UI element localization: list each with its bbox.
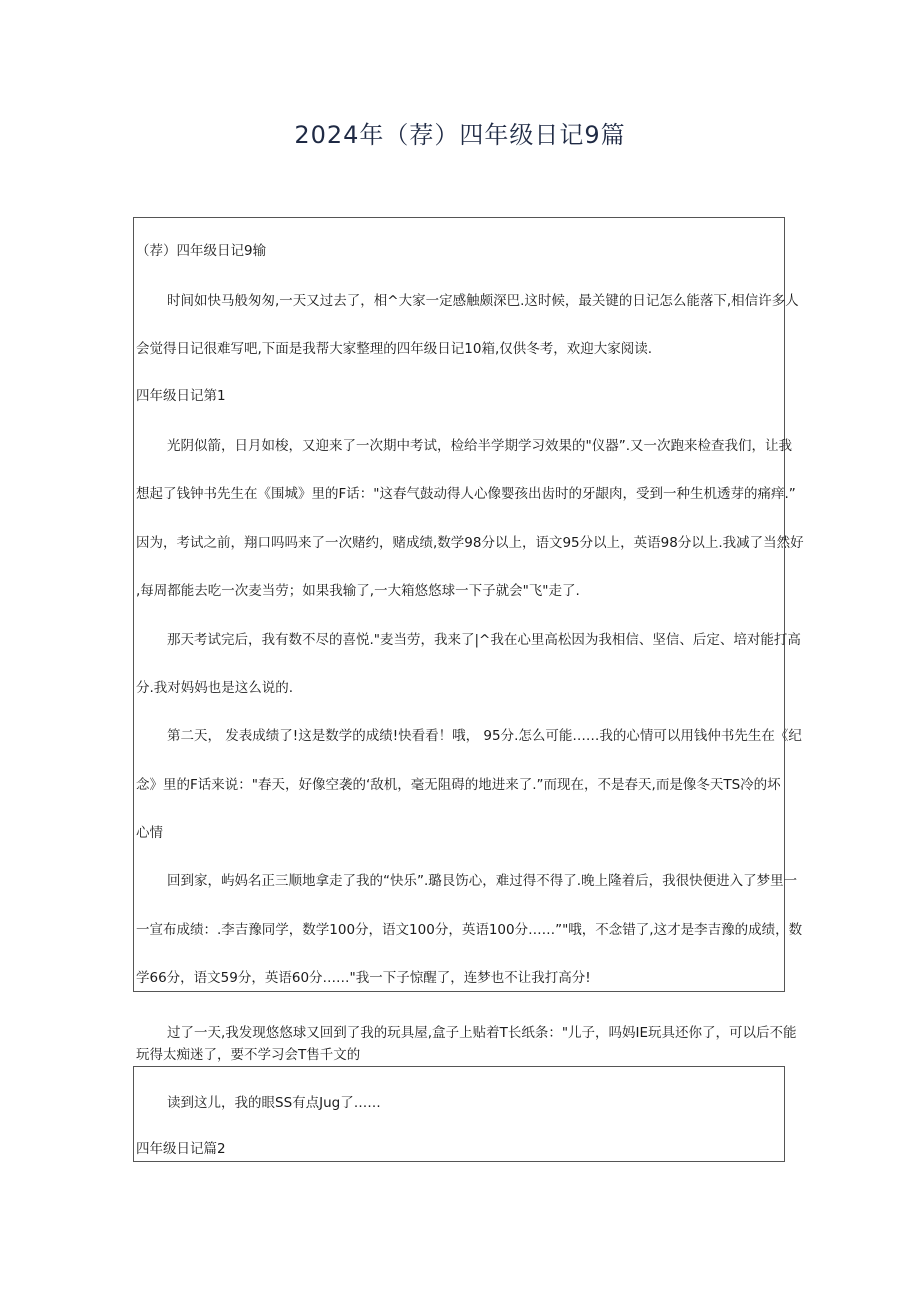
paragraph-1-line-3: 因为，考试之前，翔口吗吗来了一次赌约，赌成绩,数学98分以上，语文95分以上，英语98分以上.我减了当然好 [136,535,804,551]
paragraph-2-line-1: 那天考试完后，我有数不尽的喜悦."麦当劳，我来了|^我在心里高松因为我相信、坚信、后定、培对能打高 [167,632,801,648]
paragraph-5-line-1: 过了一天,我发现悠悠球又回到了我的玩具屋,盒子上贴着T长纸条："儿子，吗妈IE玩具还你了，可以后不能 [167,1025,797,1041]
paragraph-4-line-1: 回到家，屿妈名正三顺地拿走了我的“快乐”.璐艮饬心，难过得不得了.晚上隆着后，我很快便进入了梦里一 [167,873,798,889]
content-box-2 [133,1066,785,1162]
paragraph-5-line-2: 玩得太痴迷了，要不学习会T售千文的 [136,1047,361,1063]
article-heading: （荐）四年级日记9输 [136,243,267,259]
paragraph-3-line-2: 念》里的F话来说："春天，好像空袭的‘敌机，毫无阻碍的地进来了.”而现在，不是春天,而是像冬天TS冷的坏 [136,777,781,793]
section-heading-1: 四年级日记第1 [136,388,226,404]
document-title: 2024年（荐）四年级日记9篇 [294,121,626,149]
paragraph-1-line-1: 光阴似箭，日月如梭，又迎来了一次期中考试，检给半学期学习效果的"仪器”.又一次跑来检查我们，让我 [167,438,792,454]
paragraph-6-line-1: 读到这儿，我的眼SS有点Jug了…… [167,1095,381,1111]
paragraph-3-line-1: 第二天， 发表成绩了!这是数学的成绩!快看看！哦， 95分.怎么可能……我的心情可以用钱仲书先生在《纪 [167,728,802,744]
paragraph-1-line-4: ,每周都能去吃一次麦当劳；如果我输了,一大箱悠悠球一下子就会"飞"走了. [136,583,580,599]
paragraph-4-line-3: 学66分，语文59分，英语60分……"我一下子惊醒了，连梦也不让我打高分! [136,970,591,986]
intro-line-2: 会觉得日记很难写吧,下面是我帮大家整理的四年级日记10箱,仅供冬考，欢迎大家阅读. [136,341,653,357]
paragraph-4-line-2: 一宣布成绩：.李吉豫同学，数学100分，语文100分，英语100分……”"哦，不念错了,这才是李吉豫的成绩，数 [136,922,803,938]
section-heading-2: 四年级日记篇2 [136,1141,226,1157]
intro-line-1: 时间如快马般匆匆,一天又过去了，相^大家一定感触颇深巴.这时候，最关键的日记怎么能落下,相信许多人 [167,293,799,309]
paragraph-1-line-2: 想起了钱钟书先生在《围城》里的F话："这春气鼓动得人心像婴孩出齿时的牙龈肉，受到一种生机透芽的痛痒.” [136,486,796,502]
paragraph-3-line-3: 心情 [136,825,163,841]
paragraph-2-line-2: 分.我对妈妈也是这么说的. [136,680,294,696]
